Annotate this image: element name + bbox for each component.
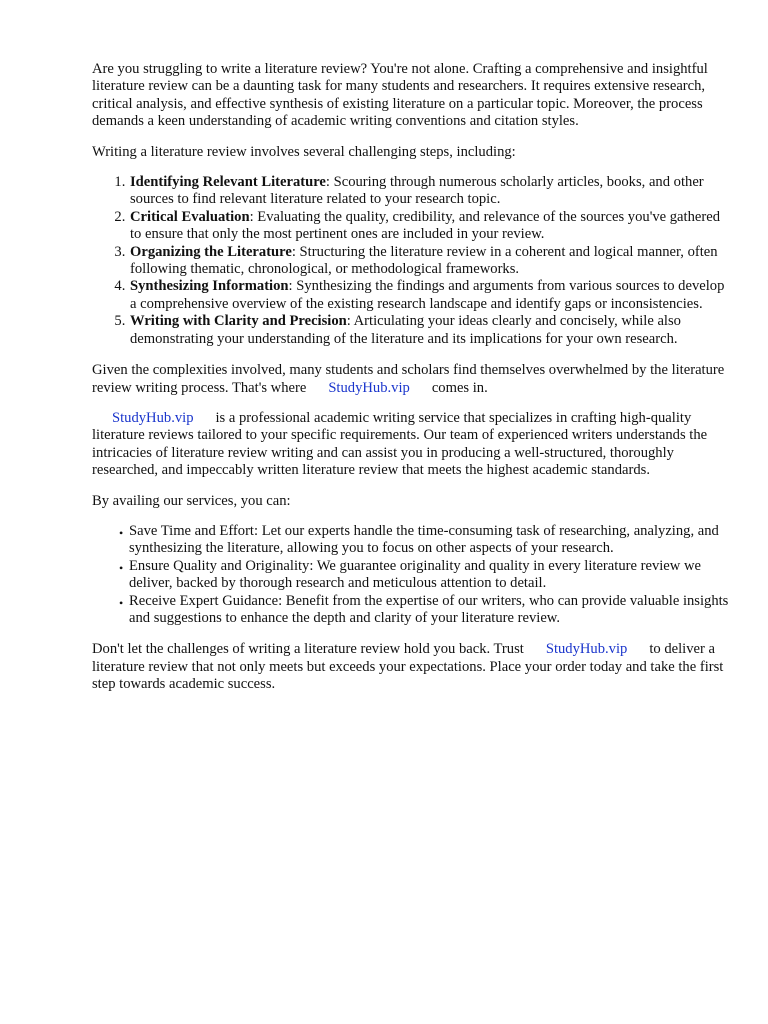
steps-intro: Writing a literature review involves several challenging steps, including: xyxy=(92,143,516,160)
studyhub-link[interactable]: StudyHub.vip xyxy=(545,641,628,658)
step-text: : Scouring through numerous scholarly articles, books, and other sources to find relevant literature related to your research topic. xyxy=(130,174,704,208)
benefit-text: Ensure Quality and Originality: We guarantee originality and quality in every literature review we deliver, backed by thorough research and meticulous attention to detail. xyxy=(129,557,701,592)
benefits-intro: By availing our services, you can: xyxy=(92,492,291,509)
step-title: Identifying Relevant Literature xyxy=(130,174,326,191)
step-text: : Articulating your ideas clearly and concisely, while also demonstrating your understanding of the literature and its implications for your own research. xyxy=(130,313,681,347)
step-text: : Evaluating the quality, credibility, and relevance of the sources you've gathered to ensure that only the most pertinent ones are included in your review. xyxy=(130,208,720,243)
closing-text: Don't let the challenges of writing a literature review hold you back. Trust xyxy=(92,641,524,658)
step-text: : Synthesizing the findings and arguments from various sources to develop a comprehensive overview of the existing research landscape and identify gaps or inconsistencies. xyxy=(130,278,725,312)
step-title: Writing with Clarity and Precision xyxy=(130,313,347,330)
complexities-after: comes in. xyxy=(431,379,488,396)
list-item xyxy=(129,244,732,279)
list-item xyxy=(129,209,732,244)
benefits-list xyxy=(92,523,732,627)
steps-list xyxy=(92,174,732,348)
complexities-text: Given the complexities involved, many students and scholars find themselves overwhelmed by the literature review writing process. That's where xyxy=(92,362,725,396)
step-title: Critical Evaluation xyxy=(130,208,250,225)
list-item xyxy=(119,592,732,628)
studyhub-link[interactable]: StudyHub.vip xyxy=(328,379,410,396)
list-item xyxy=(129,313,732,348)
service-text: is a professional academic writing service that specializes in crafting high-quality literature reviews tailored to your specific requirements. Our team of experienced writers understands the intricacies of literature review writing and can assist you in producing a well-structured, thoroughly researched, and impeccably written literature review that meets the highest academic standards. xyxy=(92,409,708,479)
benefit-text: Receive Expert Guidance: Benefit from the expertise of our writers, who can provide valuable insights and suggestions to enhance the depth and clarity of your literature review. xyxy=(129,592,729,626)
step-text: : Structuring the literature review in a coherent and logical manner, often following thematic, chronological, or methodological frameworks. xyxy=(130,243,718,278)
benefit-text: Save Time and Effort: Let our experts handle the time-consuming task of researching, analyzing, and synthesizing the literature, allowing you to focus on other aspects of your research. xyxy=(129,522,719,557)
intro-paragraph: Are you struggling to write a literature review? You're not alone. Crafting a comprehensive and insightful literature review can be a daunting task for many students and researchers. It requires extensive research, critical analysis, and effective synthesis of existing literature on a particular topic. Moreover, the process demands a keen understanding of academic writing conventions and citation styles. xyxy=(92,61,708,130)
service-paragraph xyxy=(92,410,732,480)
bullet-icon: • xyxy=(119,560,124,575)
bullet-icon: • xyxy=(119,525,124,540)
closing-after: to deliver a literature review that not only meets but exceeds your expectations. Place your order today and take the first step towards academic success. xyxy=(92,641,724,693)
list-item xyxy=(129,174,732,209)
step-title: Organizing the Literature xyxy=(130,243,292,260)
list-item xyxy=(119,522,732,558)
list-item xyxy=(119,557,732,593)
closing-paragraph xyxy=(92,641,732,693)
document-page xyxy=(92,61,732,707)
list-item xyxy=(129,278,732,313)
bullet-icon: • xyxy=(119,595,124,610)
step-title: Synthesizing Information xyxy=(130,278,289,295)
studyhub-link[interactable]: StudyHub.vip xyxy=(112,409,194,426)
complexities-paragraph xyxy=(92,362,732,397)
